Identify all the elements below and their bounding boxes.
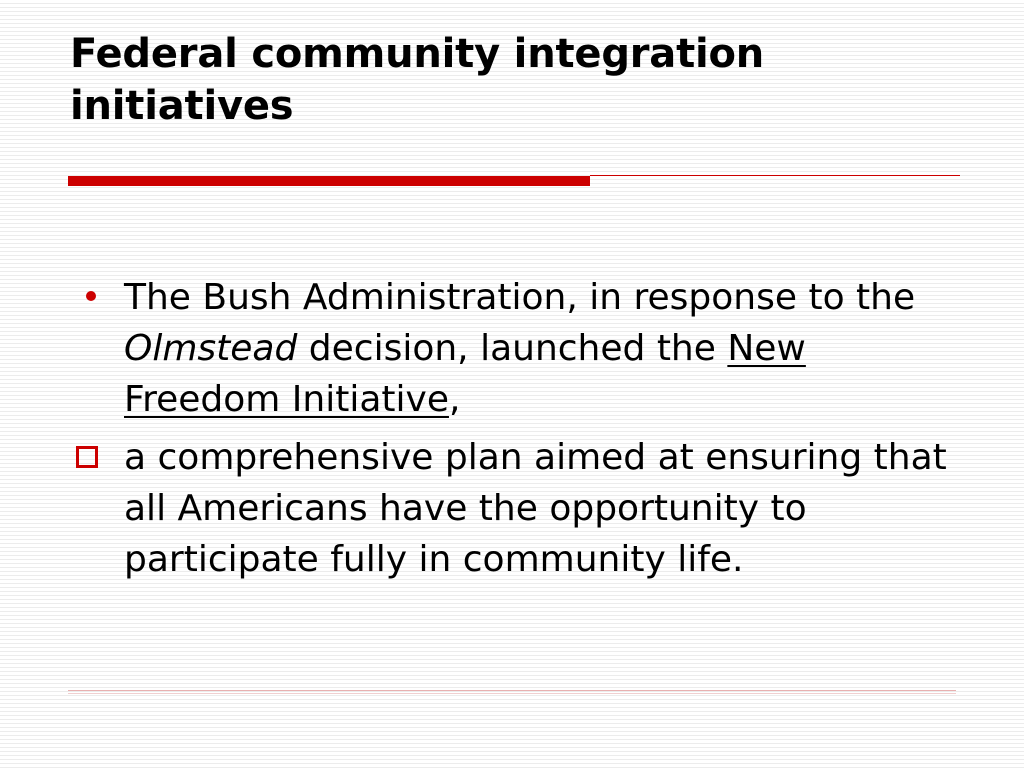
title-underline-thick	[68, 176, 590, 186]
bullet-item-2	[70, 432, 970, 585]
bullet-2-text: a comprehensive plan aimed at ensuring that all Americans have the opportunity to participate fully in community life.	[124, 437, 947, 580]
title-underline-thin	[590, 175, 960, 176]
bullet-1-text-part-1: The Bush Administration, in response to the	[124, 277, 916, 318]
footer-rule-top	[68, 690, 956, 691]
round-bullet-icon	[86, 291, 96, 301]
hollow-square-bullet-icon	[76, 446, 98, 468]
footer-rule-bottom	[68, 693, 956, 694]
bullet-1-text	[124, 277, 915, 420]
slide-title: Federal community integration initiatives	[70, 31, 765, 129]
bullet-item-1	[70, 272, 970, 425]
bullet-1-text-part-5: ,	[448, 379, 461, 420]
new-freedom-initiative-underlined: New Freedom Initiative	[124, 328, 806, 420]
bullet-1-text-part-3: decision, launched the	[297, 328, 728, 369]
olmstead-emphasis: Olmstead	[124, 328, 298, 369]
bullet-list	[70, 272, 970, 592]
